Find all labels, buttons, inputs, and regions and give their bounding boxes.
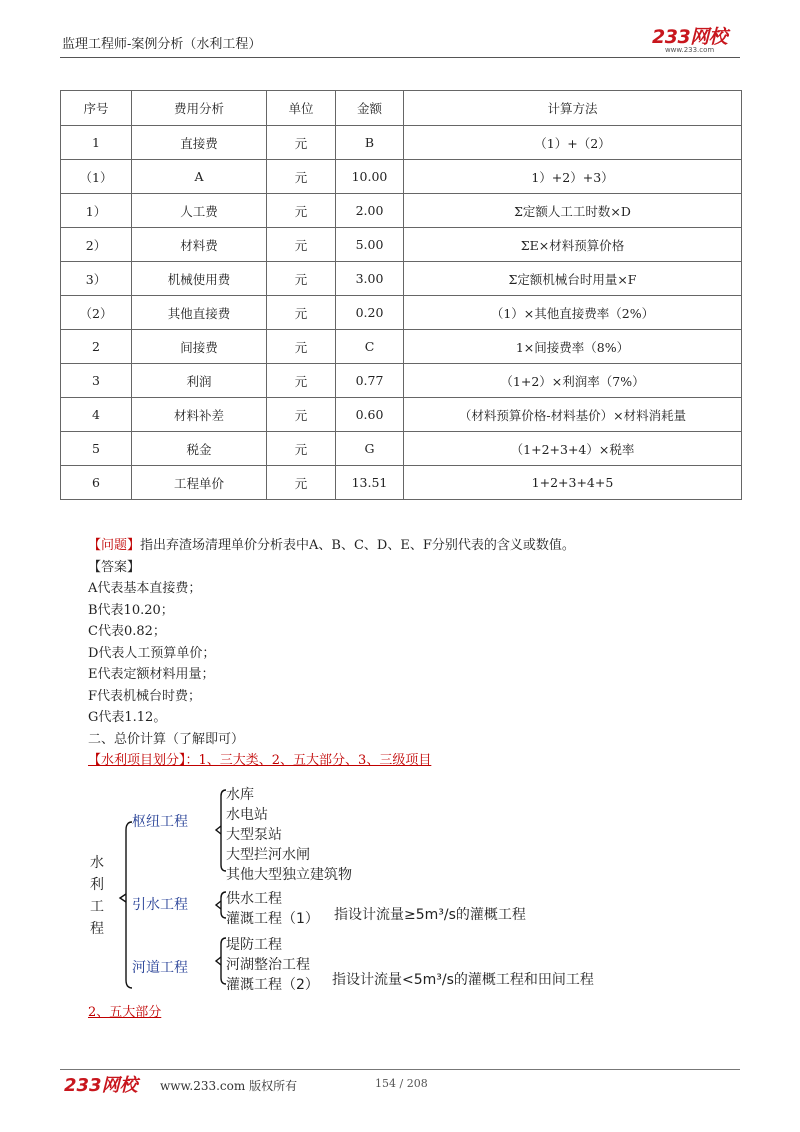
table-row — [61, 194, 742, 228]
page-header-title: 监理工程师-案例分析（水利工程） — [62, 37, 262, 52]
answer-line: B代表10.20； — [88, 602, 174, 618]
table-cell: 直接费 — [132, 126, 267, 160]
table-cell: 其他直接费 — [132, 296, 267, 330]
answer-line: C代表0.82； — [88, 624, 166, 639]
group3-bracket-tip — [216, 957, 221, 965]
table-cell: （1）×其他直接费率（2%） — [404, 296, 742, 330]
root-bracket-tip — [120, 894, 126, 902]
header-divider — [60, 57, 740, 58]
table-cell: 5.00 — [336, 228, 404, 262]
table-row — [61, 364, 742, 398]
project-division-diagram — [60, 780, 680, 1000]
table-cell: 人工费 — [132, 194, 267, 228]
cost-analysis-table — [60, 90, 742, 500]
table-cell: 10.00 — [336, 160, 404, 194]
table-cell: Σ定额人工工时数×D — [404, 194, 742, 228]
table-cell: 元 — [267, 262, 336, 296]
group-item: 大型拦河水闸 — [226, 847, 310, 863]
group-item: 灌溉工程（1） — [226, 911, 319, 927]
question-line — [88, 535, 575, 557]
table-cell: ΣE×材料预算价格 — [404, 228, 742, 262]
table-cell: 元 — [267, 296, 336, 330]
table-cell: 1+2+3+4+5 — [404, 466, 742, 500]
group-name: 河道工程 — [132, 960, 188, 976]
table-cell: （1）+（2） — [404, 126, 742, 160]
footer-logo: 233网校 — [64, 1075, 138, 1096]
table-row — [61, 262, 742, 296]
group-item: 大型泵站 — [226, 827, 282, 843]
table-cell: 元 — [267, 330, 336, 364]
table-header-cell: 单位 — [267, 91, 336, 126]
group-note: 指设计流量≥5m³/s的灌概工程 — [334, 907, 526, 923]
table-cell: 利润 — [132, 364, 267, 398]
table-cell: （2） — [61, 296, 132, 330]
question-answer-block — [88, 535, 575, 772]
table-cell: 材料补差 — [132, 398, 267, 432]
table-cell: 3 — [61, 364, 132, 398]
table-cell: 间接费 — [132, 330, 267, 364]
group-item: 灌溉工程（2） — [226, 977, 319, 993]
root-char: 工 — [90, 899, 104, 915]
answer-line: E代表定额材料用量； — [88, 667, 215, 682]
section-title: 二、总价计算（了解即可） — [88, 731, 245, 747]
answer-label: 【答案】 — [88, 559, 141, 575]
table-cell: （材料预算价格-材料基价）×材料消耗量 — [404, 398, 742, 432]
group1-bracket-tip — [216, 826, 221, 834]
table-cell: 0.20 — [336, 296, 404, 330]
table-cell: 元 — [267, 432, 336, 466]
table-cell: 元 — [267, 364, 336, 398]
table-row — [61, 126, 742, 160]
table-cell: 3） — [61, 262, 132, 296]
table-cell: 元 — [267, 126, 336, 160]
page-number: 154 / 208 — [375, 1077, 428, 1090]
group-item: 堤防工程 — [226, 937, 282, 953]
table-cell: （1+2）×利润率（7%） — [404, 364, 742, 398]
root-char: 程 — [90, 921, 104, 937]
group-name: 枢纽工程 — [132, 814, 188, 830]
table-cell: 1×间接费率（8%） — [404, 330, 742, 364]
group-name: 引水工程 — [132, 897, 188, 913]
footer-copyright: www.233.com 版权所有 — [160, 1079, 298, 1093]
table-cell: 材料费 — [132, 228, 267, 262]
table-header-cell: 费用分析 — [132, 91, 267, 126]
table-cell: 元 — [267, 160, 336, 194]
root-char: 利 — [90, 877, 104, 893]
answer-line: G代表1.12。 — [88, 710, 167, 725]
table-cell: 1） — [61, 194, 132, 228]
table-row — [61, 228, 742, 262]
table-cell: 税金 — [132, 432, 267, 466]
brand-logo — [652, 22, 727, 54]
table-cell: 元 — [267, 194, 336, 228]
table-cell: 5 — [61, 432, 132, 466]
table-cell: Σ定额机械台时用量×F — [404, 262, 742, 296]
root-char: 水 — [90, 855, 104, 871]
group-item: 水库 — [226, 787, 254, 803]
group-item: 水电站 — [226, 807, 268, 823]
footer-divider — [60, 1069, 740, 1070]
group2-bracket-tip — [216, 901, 221, 909]
table-cell: 2.00 — [336, 194, 404, 228]
table-cell: 3.00 — [336, 262, 404, 296]
table-cell: （1+2+3+4）×税率 — [404, 432, 742, 466]
table-header-cell: 序号 — [61, 91, 132, 126]
question-label: 【问题】 — [88, 538, 141, 553]
group-item: 供水工程 — [226, 891, 282, 907]
group-note: 指设计流量<5m³/s的灌概工程和田间工程 — [332, 972, 594, 988]
group-item: 其他大型独立建筑物 — [226, 867, 352, 883]
table-header-cell: 金额 — [336, 91, 404, 126]
table-cell: 13.51 — [336, 466, 404, 500]
table-cell: 2 — [61, 330, 132, 364]
answer-line: A代表基本直接费； — [88, 581, 202, 596]
table-cell: 1）+2）+3） — [404, 160, 742, 194]
table-row — [61, 432, 742, 466]
table-cell: B — [336, 126, 404, 160]
table-cell: 工程单价 — [132, 466, 267, 500]
table-row — [61, 398, 742, 432]
table-cell: 机械使用费 — [132, 262, 267, 296]
table-header-cell: 计算方法 — [404, 91, 742, 126]
table-cell: 2） — [61, 228, 132, 262]
question-text: 指出弃渣场清理单价分析表中A、B、C、D、E、F分别代表的含义或数值。 — [140, 538, 575, 553]
table-row — [61, 160, 742, 194]
table-cell: C — [336, 330, 404, 364]
section-heading-2: 2、五大部分 — [88, 1005, 162, 1020]
table-cell: G — [336, 432, 404, 466]
table-cell: 0.60 — [336, 398, 404, 432]
brand-logo-url: www.233.com — [664, 46, 715, 54]
table-cell: 元 — [267, 228, 336, 262]
table-row — [61, 466, 742, 500]
group-item: 河湖整治工程 — [226, 957, 310, 973]
table-cell: 0.77 — [336, 364, 404, 398]
section-heading: 【水利项目划分】：1、三大类、2、五大部分、3、三级项目 — [88, 753, 432, 768]
table-cell: 4 — [61, 398, 132, 432]
table-cell: 元 — [267, 466, 336, 500]
table-cell: 元 — [267, 398, 336, 432]
answer-line: D代表人工预算单价； — [88, 645, 216, 661]
table-row — [61, 296, 742, 330]
table-cell: 1 — [61, 126, 132, 160]
answer-line: F代表机械台时费； — [88, 688, 202, 704]
brand-logo-text: 233网校 — [652, 26, 728, 48]
table-cell: （1） — [61, 160, 132, 194]
table-header-row — [61, 91, 742, 126]
table-cell: 6 — [61, 466, 132, 500]
table-cell: A — [132, 160, 267, 194]
table-row — [61, 330, 742, 364]
